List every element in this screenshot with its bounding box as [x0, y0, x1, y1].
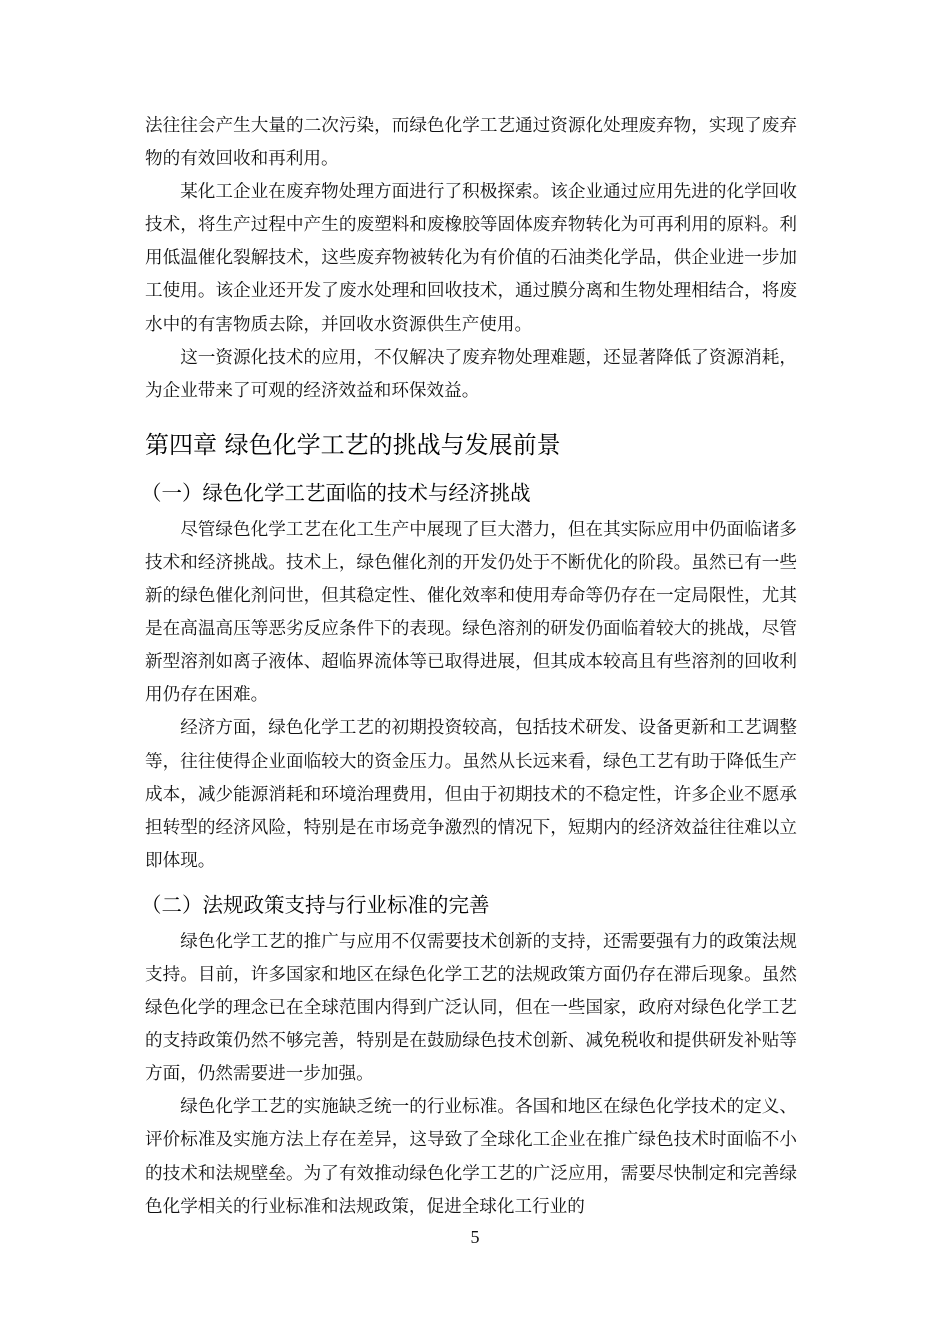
body-paragraph: 某化工企业在废弃物处理方面进行了积极探索。该企业通过应用先进的化学回收技术，将生产过程中产生的废塑料和废橡胶等固体废弃物转化为可再利用的原料。利用低温催化裂解技术，这些废弃物被转化为有价值的石油类化学品，供企业进一步加工使用。该企业还开发了废水处理和回收技术，通过膜分离和生物处理相结合，将废水中的有害物质去除，并回收水资源供生产使用。: [145, 182, 797, 335]
body-paragraph: 这一资源化技术的应用，不仅解决了废弃物处理难题，还显著降低了资源消耗，为企业带来了可观的经济效益和环保效益。: [145, 347, 797, 401]
page-number: 5: [470, 1227, 480, 1247]
chapter-title: 第四章 绿色化学工艺的挑战与发展前景: [145, 430, 561, 459]
continued-paragraph: 法往往会产生大量的二次污染，而绿色化学工艺通过资源化处理废弃物，实现了废弃物的有效回收和再利用。: [145, 116, 797, 170]
section-heading: （二）法规政策支持与行业标准的完善: [141, 892, 490, 917]
section-heading: （一）绿色化学工艺面临的技术与经济挑战: [141, 480, 531, 505]
page-body: [141, 110, 797, 1224]
body-paragraph: 绿色化学工艺的推广与应用不仅需要技术创新的支持，还需要强有力的政策法规支持。目前，许多国家和地区在绿色化学工艺的法规政策方面仍存在滞后现象。虽然绿色化学的理念已在全球范围内得到广泛认同，但在一些国家，政府对绿色化学工艺的支持政策仍然不够完善，特别是在鼓励绿色技术创新、减免税收和提供研发补贴等方面，仍然需要进一步加强。: [145, 931, 797, 1085]
body-paragraph: 经济方面，绿色化学工艺的初期投资较高，包括技术研发、设备更新和工艺调整等，往往使得企业面临较大的资金压力。虽然从长远来看，绿色工艺有助于降低生产成本，减少能源消耗和环境治理费用，但由于初期技术的不稳定性，许多企业不愿承担转型的经济风险，特别是在市场竞争激烈的情况下，短期内的经济效益往往难以立即体现。: [145, 718, 797, 871]
body-paragraph: 绿色化学工艺的实施缺乏统一的行业标准。各国和地区在绿色化学技术的定义、评价标准及实施方法上存在差异，这导致了全球化工企业在推广绿色技术时面临不小的技术和法规壁垒。为了有效推动绿色化学工艺的广泛应用，需要尽快制定和完善绿色化学相关的行业标准和法规政策，促进全球化工行业的: [145, 1097, 797, 1217]
body-paragraph: 尽管绿色化学工艺在化工生产中展现了巨大潜力，但在其实际应用中仍面临诸多技术和经济挑战。技术上，绿色催化剂的开发仍处于不断优化的阶段。虽然已有一些新的绿色催化剂问世，但其稳定性、催化效率和使用寿命等仍存在一定局限性，尤其是在高温高压等恶劣反应条件下的表现。绿色溶剂的研发仍面临着较大的挑战，尽管新型溶剂如离子液体、超临界流体等已取得进展，但其成本较高且有些溶剂的回收利用仍存在困难。: [145, 519, 797, 706]
